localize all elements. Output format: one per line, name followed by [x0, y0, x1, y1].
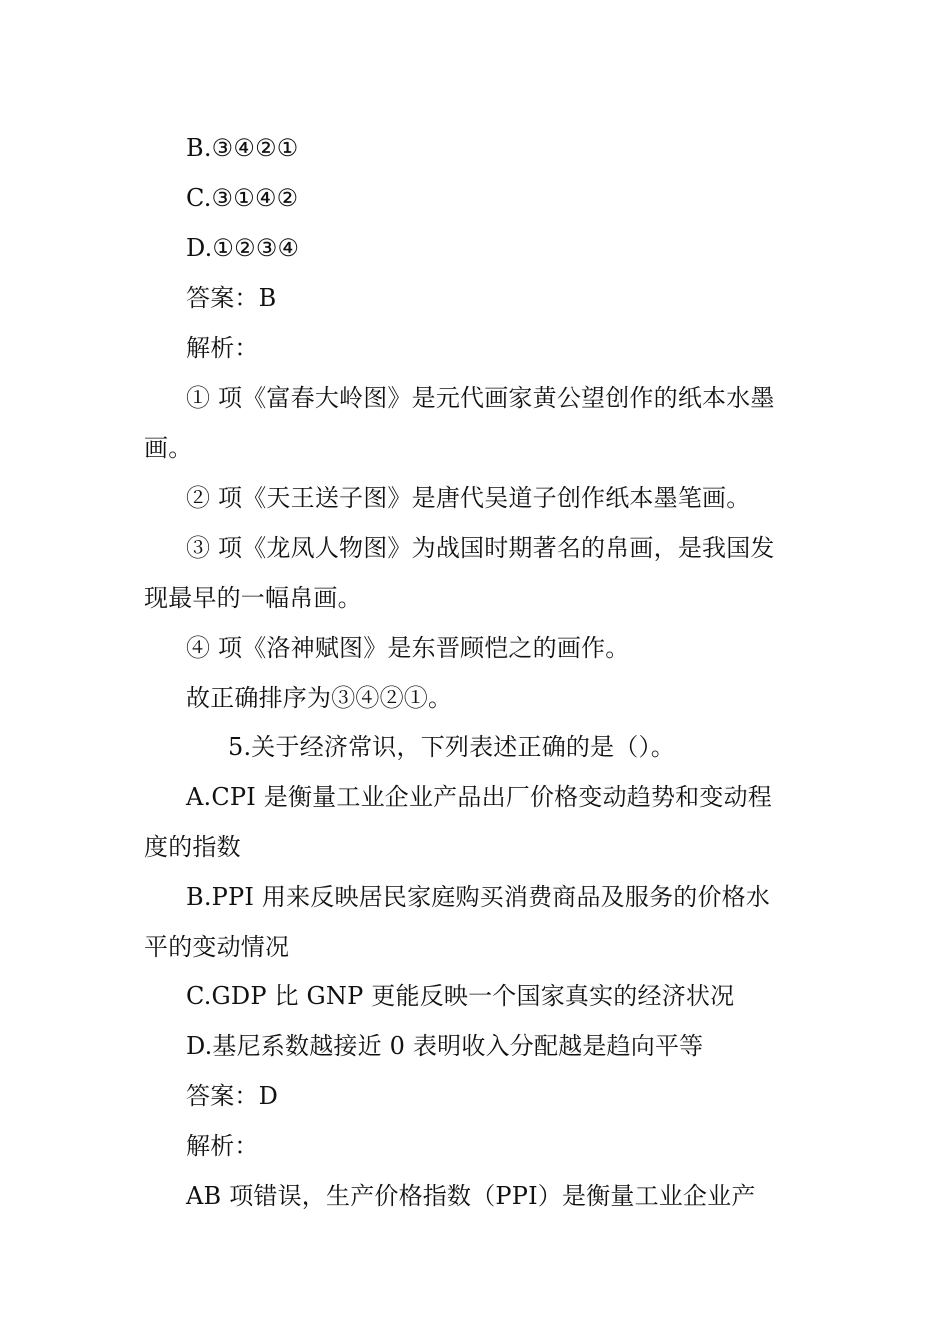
q4-analysis-line: ① 项《富春大岭图》是元代画家黄公望创作的纸本水墨	[186, 384, 775, 412]
q4-answer: 答案：B	[186, 284, 277, 312]
q4-conclusion: 故正确排序为③④②①。	[186, 684, 453, 712]
q4-analysis-line: 画。	[144, 434, 193, 462]
q4-analysis-line: 现最早的一幅帛画。	[144, 584, 362, 612]
q5-option-a: A.CPI 是衡量工业企业产品出厂价格变动趋势和变动程	[186, 783, 772, 811]
q5-answer: 答案：D	[186, 1082, 279, 1110]
q5-option-c: C.GDP 比 GNP 更能反映一个国家真实的经济状况	[186, 982, 735, 1010]
q5-option-d: D.基尼系数越接近 0 表明收入分配越是趋向平等	[186, 1032, 704, 1060]
q5-question: 5.关于经济常识，下列表述正确的是（）。	[228, 733, 675, 761]
q4-analysis-line: ③ 项《龙凤人物图》为战国时期著名的帛画，是我国发	[186, 534, 775, 562]
q4-option-b: B.③④②①	[186, 134, 299, 162]
q5-option-b: B.PPI 用来反映居民家庭购买消费商品及服务的价格水	[186, 883, 771, 911]
q5-analysis-label: 解析：	[186, 1132, 259, 1160]
q5-option-a-continued: 度的指数	[144, 833, 241, 861]
q4-analysis-line: ② 项《天王送子图》是唐代吴道子创作纸本墨笔画。	[186, 484, 751, 512]
q4-analysis-label: 解析：	[186, 334, 259, 362]
q4-option-c: C.③①④②	[186, 184, 299, 212]
q5-option-b-continued: 平的变动情况	[144, 933, 290, 961]
q4-option-d: D.①②③④	[186, 234, 300, 262]
q5-analysis-line: AB 项错误，生产价格指数（PPI）是衡量工业企业产	[186, 1182, 756, 1210]
q4-analysis-line: ④ 项《洛神赋图》是东晋顾恺之的画作。	[186, 634, 630, 662]
